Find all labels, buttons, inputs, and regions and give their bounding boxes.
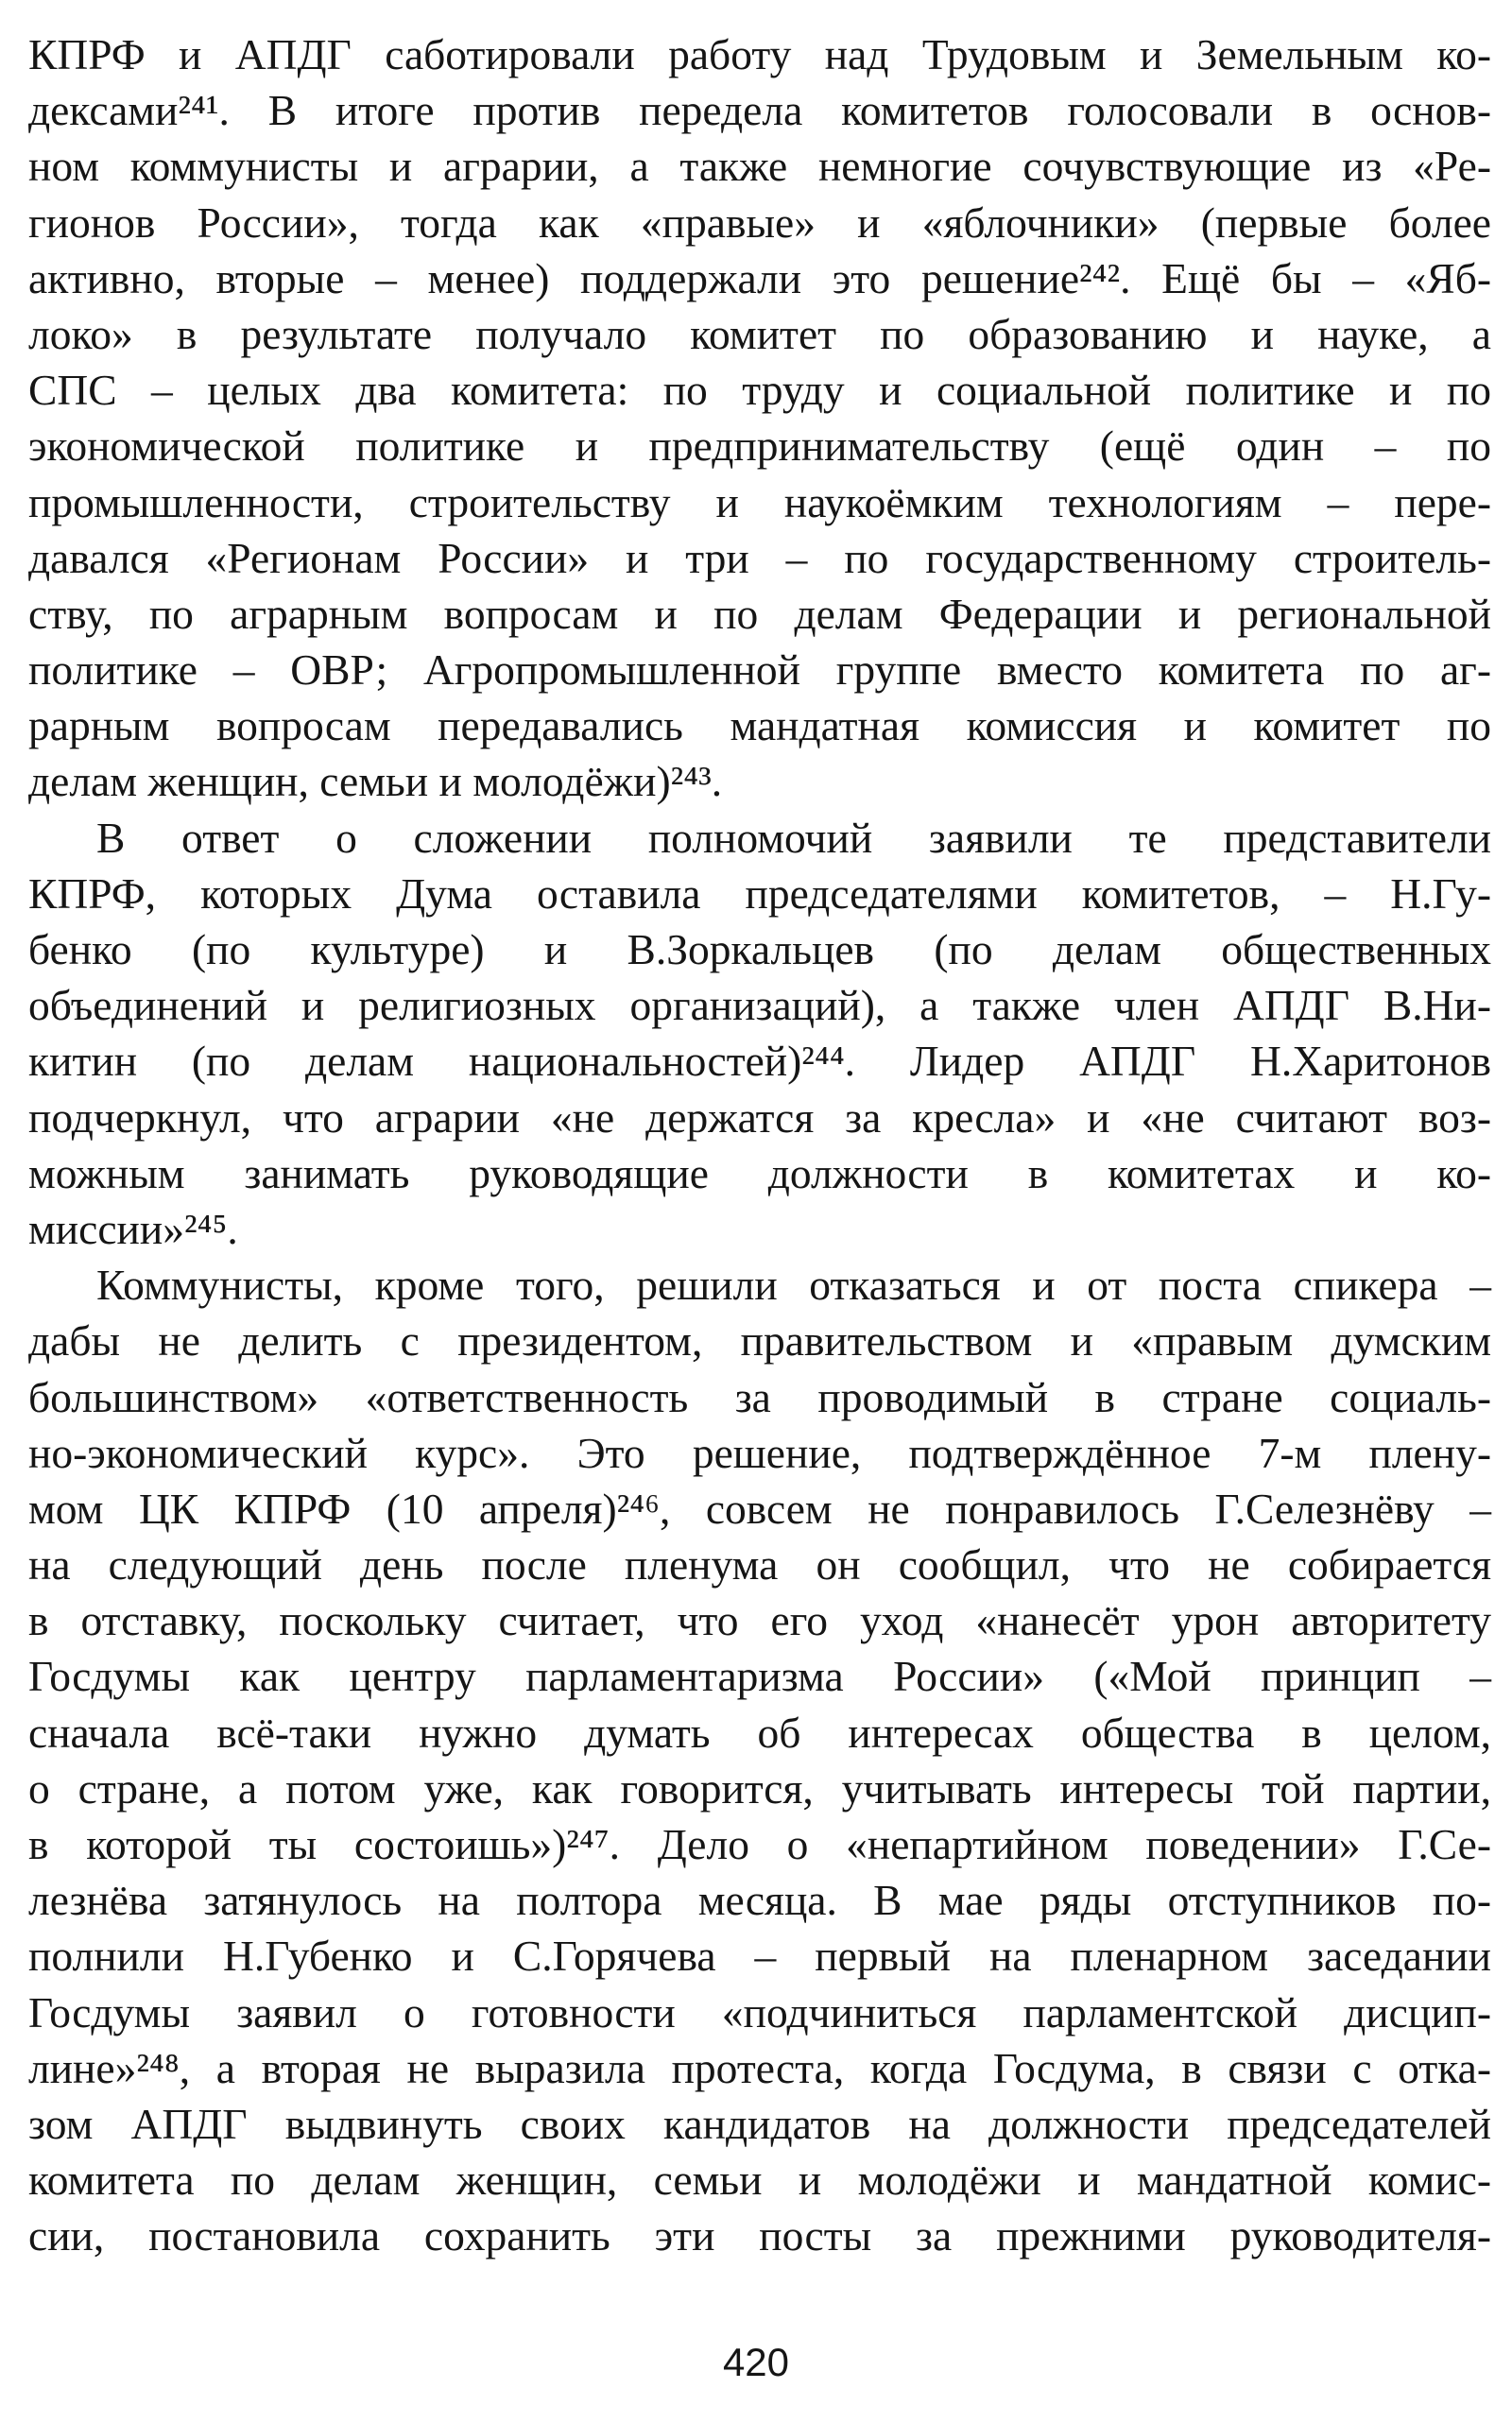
- text-line: бенко (по культуре) и В.Зоркальцев (по делам общественных: [28, 925, 1491, 973]
- text-line: китин (по делам национальностей)²⁴⁴. Лидер АПДГ Н.Харитонов: [28, 1037, 1491, 1086]
- text-line: давался «Регионам России» и три – по государственному строитель-: [28, 533, 1491, 582]
- text-line: подчеркнул, что аграрии «не держатся за кресла» и «не считают воз-: [28, 1092, 1491, 1142]
- text-line: объединений и религиозных организаций), а также член АПДГ В.Ни-: [28, 981, 1491, 1030]
- text-line: СПС – целых два комитета: по труду и социальной политике и по: [28, 366, 1491, 415]
- text-line: политике – ОВР; Агропромышленной группе вместо комитета по аг-: [28, 645, 1491, 695]
- text-line: ном коммунисты и аграрии, а также немногие сочувствующие из «Ре-: [28, 142, 1491, 191]
- text-line: КПРФ и АПДГ саботировали работу над Трудовым и Земельным ко-: [28, 30, 1491, 78]
- text-line: КПРФ, которых Дума оставила председателями комитетов, – Н.Гу-: [28, 868, 1491, 918]
- text-line: сии, постановила сохранить эти посты за прежними руководителя-: [28, 2211, 1491, 2260]
- text-line: гионов России», тогда как «правые» и «яблочники» (первые более: [28, 198, 1491, 247]
- text-line: лезнёва затянулось на полтора месяца. В мае ряды отступников по-: [28, 1876, 1491, 1925]
- text-line: можным занимать руководящие должности в комитетах и ко-: [28, 1148, 1491, 1197]
- text-line: в которой ты состоишь»)²⁴⁷. Дело о «непартийном поведении» Г.Се-: [28, 1820, 1491, 1868]
- text-line: лине»²⁴⁸, а вторая не выразила протеста, когда Госдума, в связи с отка-: [28, 2043, 1491, 2092]
- page-number: 420: [722, 2340, 790, 2384]
- text-line: сначала всё-таки нужно думать об интересах общества в целом,: [28, 1708, 1491, 1757]
- text-line: полнили Н.Губенко и С.Горячева – первый на пленарном заседании: [28, 1932, 1491, 1981]
- text-line: большинством» «ответственность за проводимый в стране социаль-: [28, 1372, 1491, 1421]
- text-line: зом АПДГ выдвинуть своих кандидатов на должности председателей: [28, 2099, 1491, 2148]
- text-line: миссии»²⁴⁵.: [28, 1204, 238, 1253]
- text-line: делам женщин, семьи и молодёжи)²⁴³.: [28, 757, 723, 806]
- text-line: о стране, а потом уже, как говорится, учитывать интересы той партии,: [28, 1763, 1491, 1813]
- paragraph-start-line: В ответ о сложении полномочий заявили те представители: [96, 813, 1491, 862]
- text-line: дексами²⁴¹. В итоге против передела комитетов голосовали в основ-: [28, 86, 1491, 135]
- text-line: мом ЦК КПРФ (10 апреля)²⁴⁶, совсем не понравилось Г.Селезнёву –: [28, 1484, 1491, 1533]
- text-line: Госдумы заявил о готовности «подчиниться парламентской дисцип-: [28, 1987, 1491, 2036]
- text-line: дабы не делить с президентом, правительством и «правым думским: [28, 1316, 1491, 1366]
- text-line: ству, по аграрным вопросам и по делам Федерации и региональной: [28, 589, 1491, 638]
- text-line: экономической политике и предпринимательству (ещё один – по: [28, 421, 1491, 471]
- text-line: рарным вопросам передавались мандатная комиссия и комитет по: [28, 701, 1491, 750]
- text-line: но-экономический курс». Это решение, подтверждённое 7-м плену-: [28, 1428, 1491, 1477]
- body-text: [28, 26, 1491, 2264]
- text-line: локо» в результате получало комитет по образованию и науке, а: [28, 309, 1491, 358]
- text-line: на следующий день после пленума он сообщил, что не собирается: [28, 1540, 1491, 1590]
- text-line: активно, вторые – менее) поддержали это решение²⁴². Ещё бы – «Яб-: [28, 253, 1491, 302]
- text-line: комитета по делам женщин, семьи и молодёжи и мандатной комис-: [28, 2156, 1491, 2205]
- paragraph-start-line: Коммунисты, кроме того, решили отказаться и от поста спикера –: [96, 1261, 1491, 1310]
- text-line: Госдумы как центру парламентаризма России» («Мой принцип –: [28, 1652, 1491, 1701]
- text-line: в отставку, поскольку считает, что его уход «нанесёт урон авторитету: [28, 1596, 1491, 1645]
- text-line: промышленности, строительству и наукоёмким технологиям – пере-: [28, 477, 1491, 526]
